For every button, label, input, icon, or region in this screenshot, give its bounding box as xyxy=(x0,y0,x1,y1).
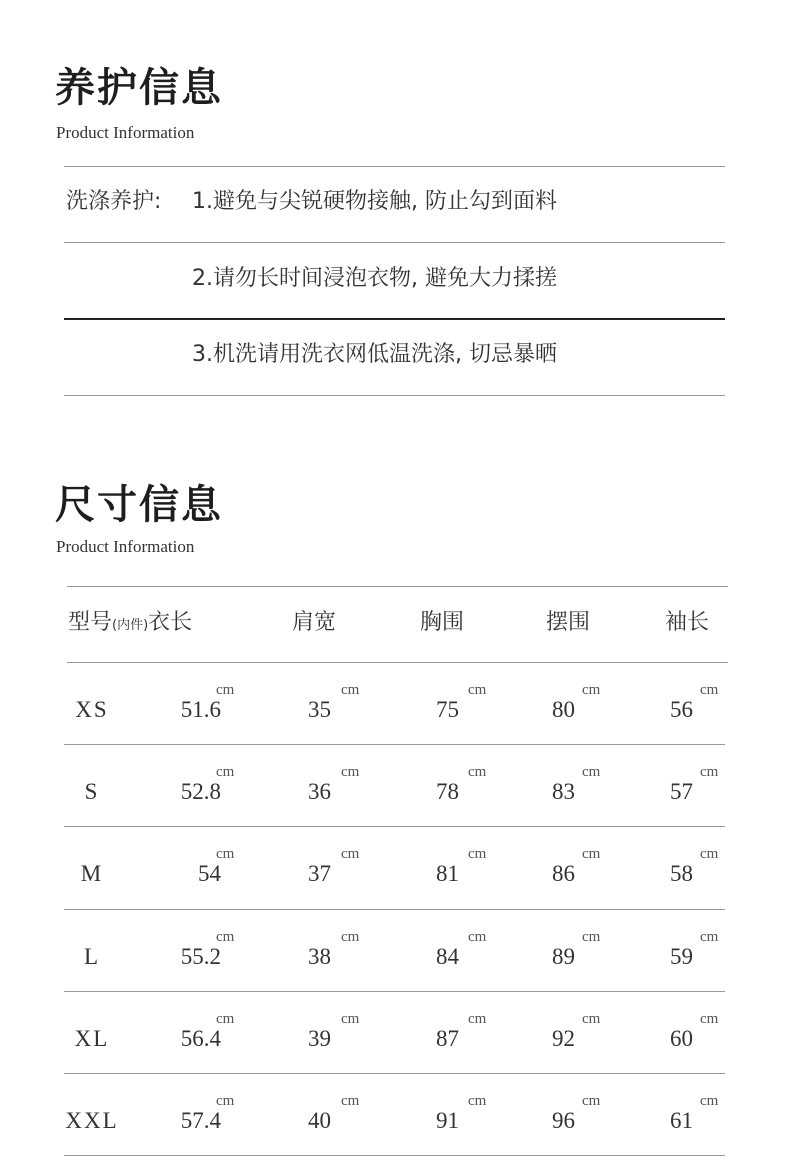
unit-label: cm xyxy=(216,1010,235,1027)
size-cell: L xyxy=(83,943,101,969)
chest-value: 81 xyxy=(436,861,459,887)
unit-label: cm xyxy=(341,764,360,781)
row-divider xyxy=(64,991,725,992)
care-item-3: 3.机洗请用洗衣网低温洗涤, 切忌暴晒 xyxy=(192,342,557,367)
size-table-top-line xyxy=(67,586,728,587)
unit-label: cm xyxy=(468,1093,487,1109)
chest-value: 87 xyxy=(436,1025,459,1051)
care-subtitle: Product Information xyxy=(56,123,195,142)
shoulder-value: 39 xyxy=(308,1025,331,1051)
care-divider-top xyxy=(64,166,725,167)
size-cell: XXL xyxy=(65,1108,119,1133)
length-value: 52.8 xyxy=(180,779,221,805)
unit-label: cm xyxy=(216,928,235,945)
unit-label: cm xyxy=(700,764,719,781)
care-title: 养护信息 xyxy=(55,64,223,111)
unit-label: cm xyxy=(341,928,360,945)
unit-label: cm xyxy=(216,682,235,698)
unit-label: cm xyxy=(341,1010,360,1027)
sleeve-value: 58 xyxy=(670,861,693,887)
unit-label: cm xyxy=(700,682,719,698)
hem-value: 83 xyxy=(552,779,575,805)
unit-label: cm xyxy=(341,1093,360,1109)
hem-value: 92 xyxy=(552,1025,575,1051)
length-value: 57.4 xyxy=(180,1108,221,1133)
row-divider xyxy=(64,826,725,827)
unit-label: cm xyxy=(582,928,601,945)
size-cell: XL xyxy=(74,1025,110,1051)
care-divider xyxy=(64,242,725,243)
unit-label: cm xyxy=(468,764,487,781)
shoulder-value: 35 xyxy=(308,697,331,722)
care-divider-bottom xyxy=(64,395,725,396)
header-model: 型号 xyxy=(68,610,113,635)
unit-label: cm xyxy=(468,846,487,863)
size-cell: M xyxy=(80,861,104,887)
hem-value: 80 xyxy=(552,697,575,722)
unit-label: cm xyxy=(582,846,601,863)
header-chest: 胸围 xyxy=(420,610,465,635)
care-item-2: 2.请勿长时间浸泡衣物, 避免大力揉搓 xyxy=(192,266,557,291)
sleeve-value: 57 xyxy=(670,779,693,805)
size-table-header-line xyxy=(67,662,728,663)
row-divider xyxy=(64,909,725,910)
row-divider xyxy=(64,1073,725,1074)
hem-value: 89 xyxy=(552,943,575,969)
unit-label: cm xyxy=(582,1093,601,1109)
unit-label: cm xyxy=(216,764,235,781)
unit-label: cm xyxy=(700,1093,719,1109)
unit-label: cm xyxy=(582,1010,601,1027)
sleeve-value: 56 xyxy=(670,697,693,722)
length-value: 56.4 xyxy=(180,1025,221,1051)
hem-value: 96 xyxy=(552,1108,575,1133)
header-inner: (内件) xyxy=(112,618,149,633)
unit-label: cm xyxy=(341,846,360,863)
unit-label: cm xyxy=(468,1010,487,1027)
length-value: 55.2 xyxy=(180,943,221,969)
unit-label: cm xyxy=(468,682,487,698)
size-subtitle: Product Information xyxy=(56,537,195,556)
row-divider xyxy=(64,744,725,745)
hem-value: 86 xyxy=(552,861,575,887)
chest-value: 91 xyxy=(436,1108,459,1133)
chest-value: 84 xyxy=(436,943,459,969)
unit-label: cm xyxy=(341,682,360,698)
shoulder-value: 38 xyxy=(308,943,331,969)
header-shoulder: 肩宽 xyxy=(292,610,337,635)
size-table-header xyxy=(68,612,192,634)
row-divider xyxy=(64,1155,725,1156)
unit-label: cm xyxy=(700,928,719,945)
chest-value: 75 xyxy=(436,697,459,722)
shoulder-value: 37 xyxy=(308,861,331,887)
unit-label: cm xyxy=(216,1093,235,1109)
sleeve-value: 61 xyxy=(670,1108,693,1133)
unit-label: cm xyxy=(216,846,235,863)
chest-value: 78 xyxy=(436,779,459,805)
header-hem: 摆围 xyxy=(546,610,591,635)
care-label: 洗涤养护: xyxy=(66,189,162,214)
sleeve-value: 60 xyxy=(670,1025,693,1051)
sleeve-value: 59 xyxy=(670,943,693,969)
header-length: 衣长 xyxy=(148,610,193,635)
shoulder-value: 40 xyxy=(308,1108,331,1133)
size-cell: S xyxy=(84,779,100,805)
shoulder-value: 36 xyxy=(308,779,331,805)
unit-label: cm xyxy=(582,682,601,698)
length-value: 54 xyxy=(198,861,221,887)
unit-label: cm xyxy=(582,764,601,781)
care-item-1: 1.避免与尖锐硬物接触, 防止勾到面料 xyxy=(192,189,557,214)
care-divider-dark xyxy=(64,318,725,320)
unit-label: cm xyxy=(468,928,487,945)
size-cell: XS xyxy=(75,697,109,722)
unit-label: cm xyxy=(700,1010,719,1027)
size-title: 尺寸信息 xyxy=(55,481,223,528)
header-sleeve: 袖长 xyxy=(665,610,710,635)
length-value: 51.6 xyxy=(180,697,221,722)
unit-label: cm xyxy=(700,846,719,863)
